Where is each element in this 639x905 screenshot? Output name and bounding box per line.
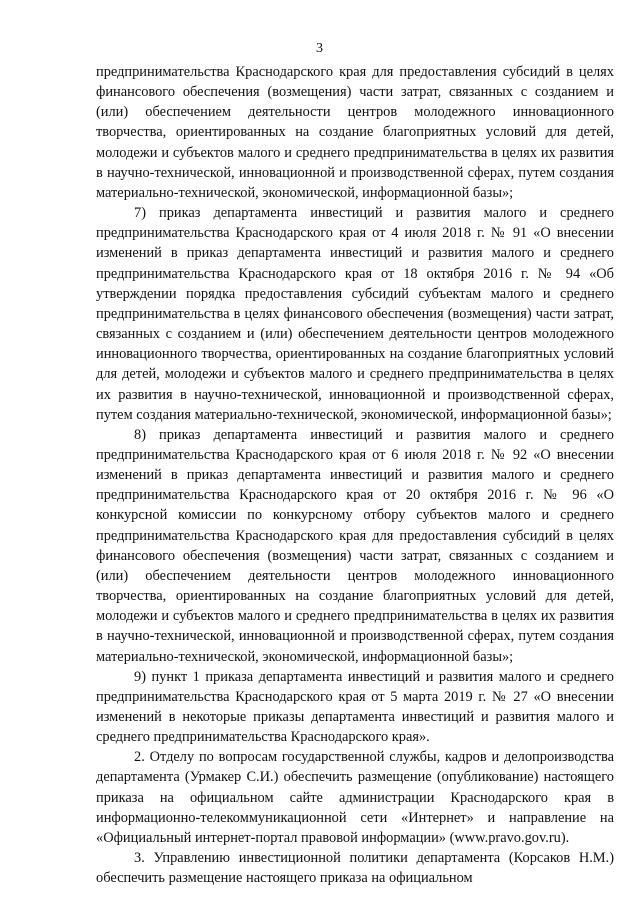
document-body <box>96 62 614 888</box>
paragraph-continuation: предпринимательства Краснодарского края для предоставления субсидий в целях финансового обеспечения (возмещения) части затрат, связанных с созданием и (или) обеспечением деятельности центров молодежного инновационного творчества, ориентированных на создание благоприятных условий для детей, молодежи и субъектов малого и среднего предпринимательства в целях их развития в научно-технической, инновационной и производственной сферах, путем создания материально-технической, экономической, информационной базы»; <box>96 64 614 201</box>
paragraph-item-8: 8) приказ департамента инвестиций и развития малого и среднего предпринимательства Краснодарского края от 6 июля 2018 г. № 92 «О внесении изменений в приказ департамента инвестиций и развития малого и среднего предпринимательства Краснодарского края от 20 октября 2016 г. № 96 «О конкурсной комиссии по конкурсному отбору субъектов малого и среднего предпринимательства Краснодарского края для предоставления субсидий в целях финансового обеспечения (возмещения) части затрат, связанных с созданием и (или) обеспечением деятельности центров молодежного инновационного творчества, ориентированных на создание благоприятных условий для детей, молодежи и субъектов малого и среднего предпринимательства в целях их развития в научно-технической, инновационной и производственной сферах, путем создания материально-технической, экономической, информационной базы»; <box>96 426 614 665</box>
paragraph-item-9: 9) пункт 1 приказа департамента инвестиций и развития малого и среднего предпринимательства Краснодарского края от 5 марта 2019 г. № 27 «О внесении изменений в некоторые приказы департамента инвестиций и развития малого и среднего предпринимательства Краснодарского края». <box>96 668 614 746</box>
paragraph-point-3: 3. Управлению инвестиционной политики департамента (Корсаков Н.М.) обеспечить размещение настоящего приказа на официальном <box>96 850 614 887</box>
paragraph-point-2: 2. Отделу по вопросам государственной службы, кадров и делопроизводства департамента (Урмакер С.И.) обеспечить размещение (опубликование) настоящего приказа на официальном сайте администрации Краснодарского края в информационно-телекоммуникационной сети «Интернет» и направление на «Официальный интернет-портал правовой информации» (www.pravo.gov.ru). <box>96 749 614 846</box>
paragraph-item-7: 7) приказ департамента инвестиций и развития малого и среднего предпринимательства Краснодарского края от 4 июля 2018 г. № 91 «О внесении изменений в приказ департамента инвестиций и развития малого и среднего предпринимательства Краснодарского края от 18 октября 2016 г. № 94 «Об утверждении порядка предоставления субсидий субъектам малого и среднего предпринимательства в целях финансового обеспечения (возмещения) части затрат, связанных с созданием и (или) обеспечением деятельности центров молодежного инновационного творчества, ориентированных на создание благоприятных условий для детей, молодежи и субъектов малого и среднего предпринимательства в целях их развития в научно-технической, инновационной и производственной сферах, путем создания материально-технической, экономической, информационной базы»; <box>96 205 614 423</box>
page-number: 3 <box>316 41 323 56</box>
